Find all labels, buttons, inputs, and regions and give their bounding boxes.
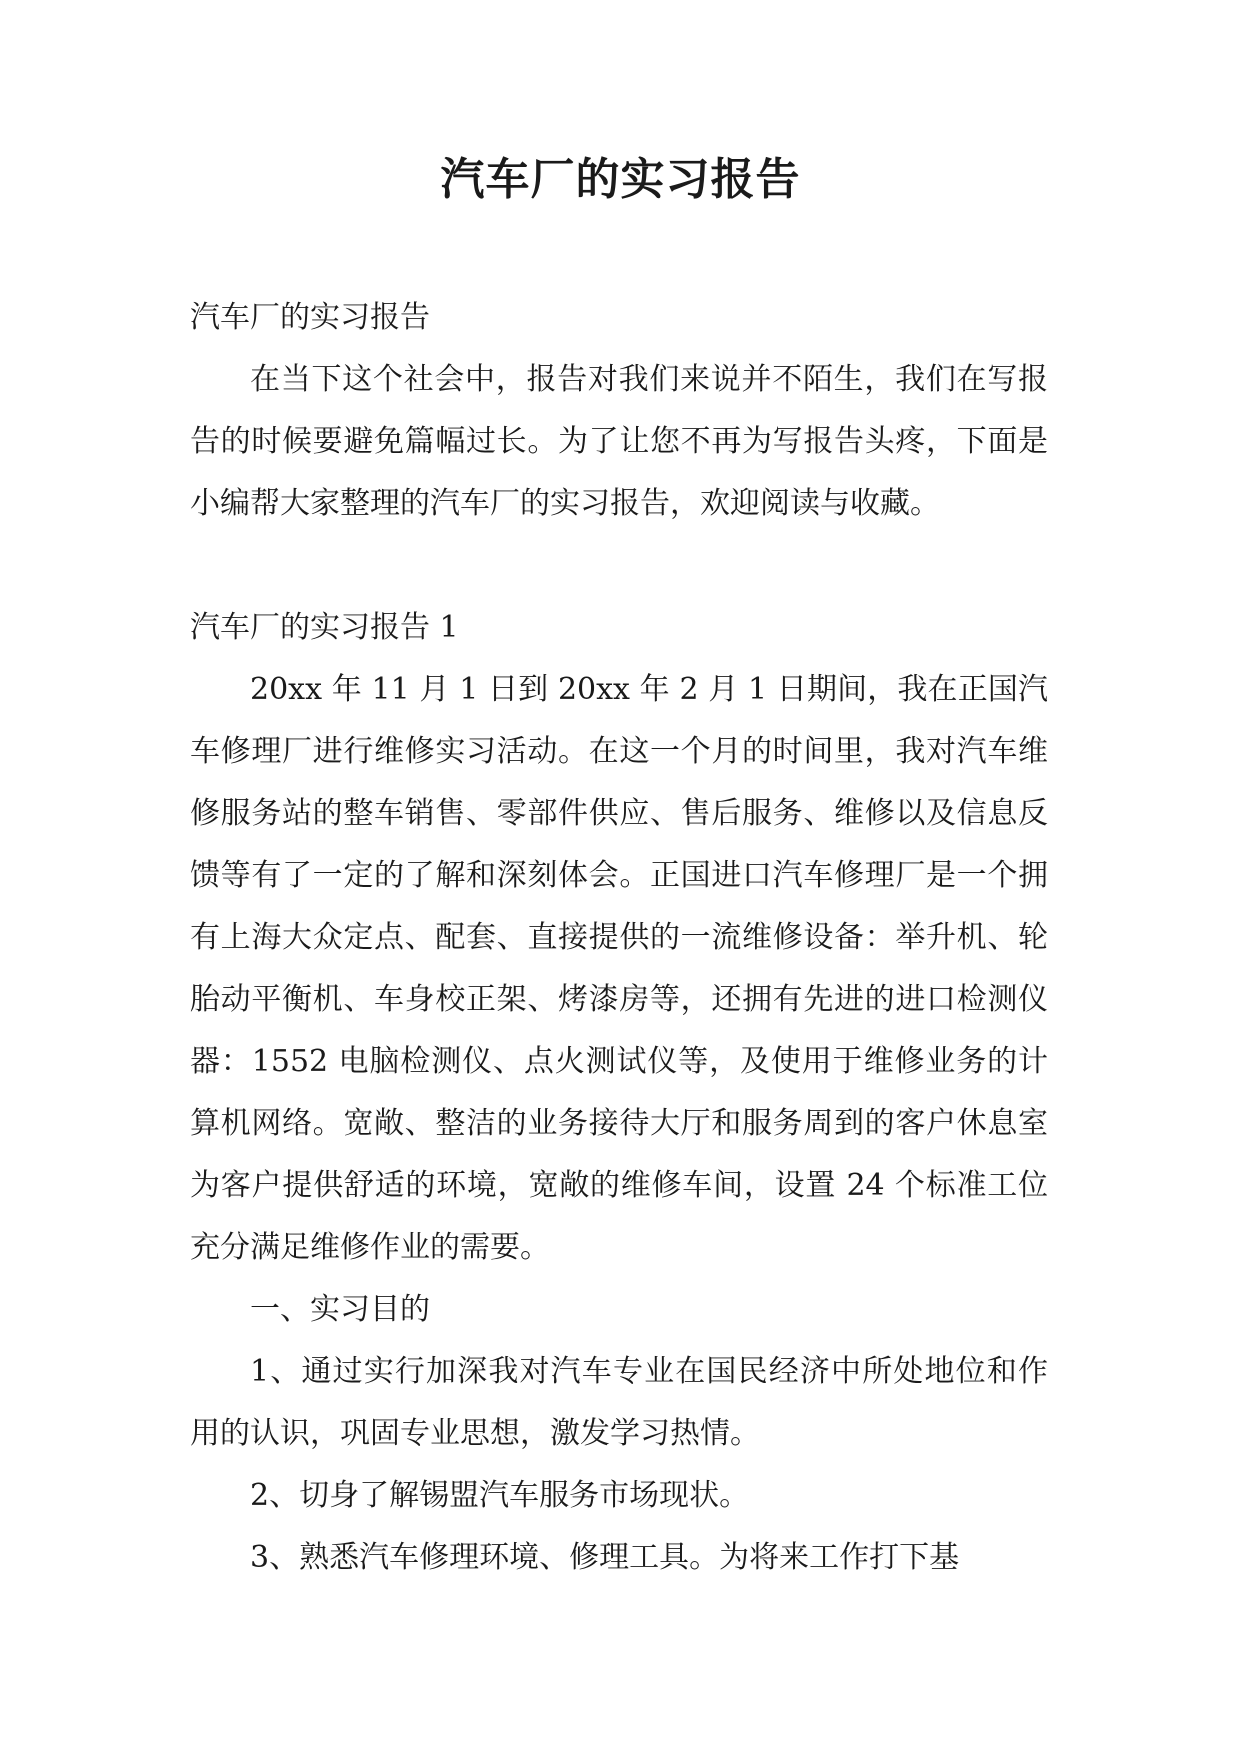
document-body [190,287,1048,1589]
list-item: 3、熟悉汽车修理环境、修理工具。为将来工作打下基 [250,1540,960,1575]
intro-paragraph: 在当下这个社会中，报告对我们来说并不陌生，我们在写报告的时候要避免篇幅过长。为了让您不再为写报告头疼，下面是小编帮大家整理的汽车厂的实习报告，欢迎阅读与收藏。 [190,362,1048,521]
subtitle-paragraph: 汽车厂的实习报告 [190,300,430,335]
body-paragraph: 20xx 年 11 月 1 日到 20xx 年 2 月 1 日期间，我在正国汽车修理厂进行维修实习活动。在这一个月的时间里，我对汽车维修服务站的整车销售、零部件供应、售后服务、维修以及信息反馈等有了一定的了解和深刻体会。正国进口汽车修理厂是一个拥有上海大众定点、配套、直接提供的一流维修设备：举升机、轮胎动平衡机、车身校正架、烤漆房等，还拥有先进的进口检测仪器：1552 电脑检测仪、点火测试仪等，及使用于维修业务的计算机网络。宽敞、整洁的业务接待大厅和服务周到的客户休息室为客户提供舒适的环境，宽敞的维修车间，设置 24 个标准工位充分满足维修作业的需要。 [190,672,1048,1265]
document-title: 汽车厂的实习报告 [440,154,801,205]
subheading: 一、实习目的 [250,1292,430,1327]
list-item: 1、通过实行加深我对汽车专业在国民经济中所处地位和作用的认识，巩固专业思想，激发学习热情。 [190,1354,1048,1451]
section-heading: 汽车厂的实习报告 1 [190,610,459,645]
list-item: 2、切身了解锡盟汽车服务市场现状。 [250,1478,750,1513]
